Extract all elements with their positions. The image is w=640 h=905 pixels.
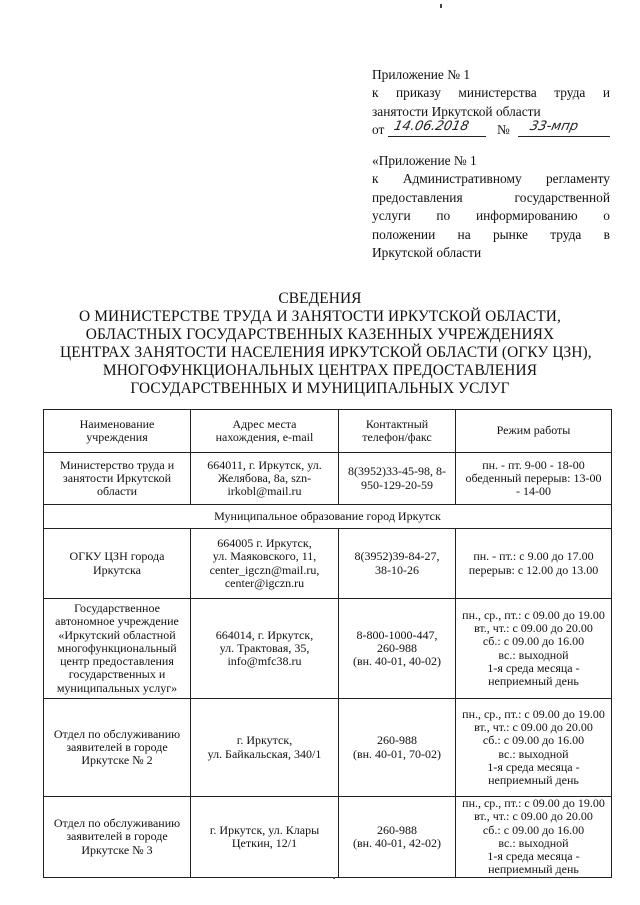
table-header-row bbox=[44, 410, 612, 453]
cell-name: Министерство труда и занятости Иркутской области bbox=[44, 453, 191, 505]
table-row bbox=[44, 453, 612, 505]
cell-hours: пн. - пт. 9-00 - 18-00 обеденный перерыв: 13-00 - 14-00 bbox=[456, 453, 612, 505]
appendix-line: занятости Иркутской области bbox=[372, 103, 541, 119]
scan-mark-bottom bbox=[333, 877, 335, 879]
order-prefix: от bbox=[372, 122, 385, 138]
cell-hours: пн. - пт.: с 9.00 до 17.00 перерыв: с 12.00 до 13.00 bbox=[456, 529, 612, 599]
appendix-title: «Приложение № 1 bbox=[372, 153, 477, 168]
order-date-handwritten: 14.06.2018 bbox=[392, 119, 471, 135]
table-row bbox=[44, 797, 612, 878]
appendix-line: к приказу министерства труда и bbox=[372, 85, 610, 101]
heading-line: ЦЕНТРАХ ЗАНЯТОСТИ НАСЕЛЕНИЯ ИРКУТСКОЙ ОБЛАСТИ (ОГКУ ЦЗН), bbox=[60, 344, 592, 361]
heading-line: ГОСУДАРСТВЕННЫХ И МУНИЦИПАЛЬНЫХ УСЛУГ bbox=[130, 380, 510, 397]
column-header-name: Наименование учреждения bbox=[44, 410, 191, 453]
order-reference bbox=[372, 121, 610, 141]
appendix-line: к Административному регламенту bbox=[372, 171, 610, 187]
heading-line: МНОГОФУНКЦИОНАЛЬНЫХ ЦЕНТРАХ ПРЕДОСТАВЛЕНИЯ bbox=[102, 362, 538, 379]
table-row bbox=[44, 699, 612, 797]
scan-mark-top bbox=[440, 4, 442, 8]
table-row bbox=[44, 599, 612, 699]
appendix-line: Иркутской области bbox=[372, 245, 482, 261]
appendix-block-order bbox=[372, 66, 610, 141]
cell-address: 664014, г. Иркутск, ул. Трактовая, 35, info@mfc38.ru bbox=[191, 599, 339, 699]
cell-hours: пн., ср., пт.: с 09.00 до 19.00 вт., чт.: с 09.00 до 20.00 сб.: с 09.00 до 16.00 вс.: выходной 1-я среда месяца - неприемный день bbox=[456, 797, 612, 878]
appendix-line: положении на рынке труда в bbox=[372, 226, 610, 242]
cell-phone: 8(3952)33-45-98, 8- 950-129-20-59 bbox=[339, 453, 456, 505]
appendix-line: предоставления государственной bbox=[372, 189, 610, 205]
column-header-hours: Режим работы bbox=[456, 410, 612, 453]
cell-address: 664005 г. Иркутск, ул. Маяковского, 11, center_igczn@mail.ru, center@igczn.ru bbox=[191, 529, 339, 599]
appendix-block-regulation bbox=[372, 152, 610, 262]
column-header-phone: Контактный телефон/факс bbox=[339, 410, 456, 453]
cell-address: г. Иркутск, ул. Клары Цеткин, 12/1 bbox=[191, 797, 339, 878]
table-row bbox=[44, 529, 612, 599]
cell-phone: 8(3952)39-84-27, 38-10-26 bbox=[339, 529, 456, 599]
appendix-line: услуги по информированию о bbox=[372, 208, 610, 224]
heading-line: ОБЛАСТНЫХ ГОСУДАРСТВЕННЫХ КАЗЕННЫХ УЧРЕЖДЕНИЯХ bbox=[85, 326, 555, 343]
section-title: Муниципальное образование город Иркутск bbox=[44, 505, 612, 529]
column-header-address: Адрес места нахождения, e-mail bbox=[191, 410, 339, 453]
document-heading bbox=[60, 290, 592, 398]
cell-phone: 260-988 (вн. 40-01, 42-02) bbox=[339, 797, 456, 878]
heading-line: О МИНИСТЕРСТВЕ ТРУДА И ЗАНЯТОСТИ ИРКУТСКОЙ ОБЛАСТИ, bbox=[79, 308, 561, 325]
cell-hours: пн., ср., пт.: с 09.00 до 19.00 вт., чт.: с 09.00 до 20.00 сб.: с 09.00 до 16.00 вс.: выходной 1-я среда месяца - неприемный день bbox=[456, 699, 612, 797]
section-row bbox=[44, 505, 612, 529]
cell-phone: 260-988 (вн. 40-01, 70-02) bbox=[339, 699, 456, 797]
order-number-label: № bbox=[497, 122, 510, 138]
cell-name: Отдел по обслуживанию заявителей в городе Иркутске № 3 bbox=[44, 797, 191, 878]
cell-name: Отдел по обслуживанию заявителей в городе Иркутске № 2 bbox=[44, 699, 191, 797]
heading-line: СВЕДЕНИЯ bbox=[278, 290, 362, 307]
cell-phone: 8-800-1000-447, 260-988 (вн. 40-01, 40-02) bbox=[339, 599, 456, 699]
cell-name: ОГКУ ЦЗН города Иркутска bbox=[44, 529, 191, 599]
cell-address: 664011, г. Иркутск, ул. Желябова, 8а, szn- irkobl@mail.ru bbox=[191, 453, 339, 505]
institutions-table bbox=[43, 409, 612, 878]
cell-address: г. Иркутск, ул. Байкальская, 340/1 bbox=[191, 699, 339, 797]
cell-hours: пн., ср., пт.: с 09.00 до 19.00 вт., чт.: с 09.00 до 20.00 сб.: с 09.00 до 16.00 вс.: выходной 1-я среда месяца - неприемный день bbox=[456, 599, 612, 699]
appendix-title: Приложение № 1 bbox=[372, 67, 471, 82]
cell-name: Государственное автономное учреждение «Иркутский областной многофункциональный центр предоставления государственных и муниципальных услуг» bbox=[44, 599, 191, 699]
order-number-handwritten: 33-мпр bbox=[528, 119, 580, 135]
